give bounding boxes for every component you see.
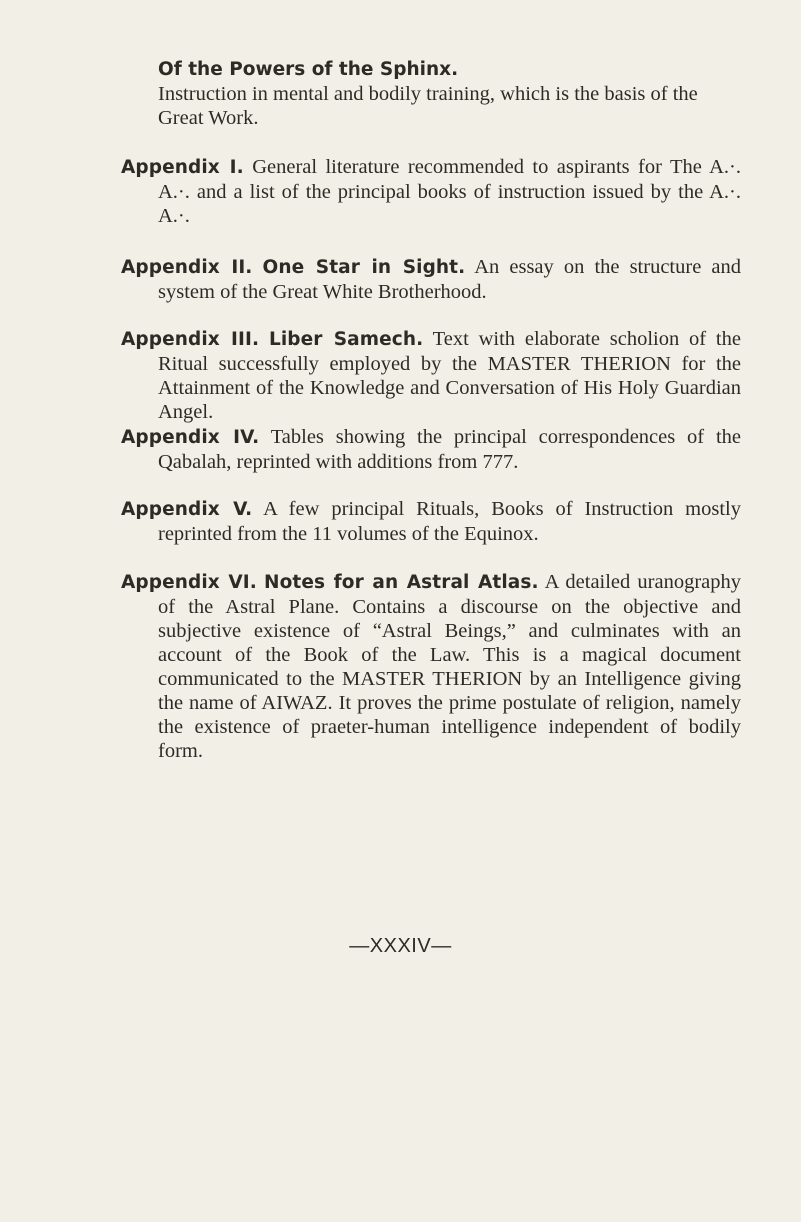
appendix-entry-6 — [121, 570, 741, 763]
appendix-entry-4 — [121, 425, 741, 474]
appendix-entry-5 — [121, 497, 741, 546]
intro-text: Instruction in mental and bodily training, which is the basis of the Great Work. — [158, 83, 698, 129]
page-number: —XXXIV— — [349, 935, 452, 957]
appendix-entry-3 — [121, 327, 741, 424]
appendix-label: Appendix III. — [121, 329, 260, 350]
appendix-text: General literature recommended to aspirants for The A.·. A.·. and a list of the principal books of instruction issued by the A.·. A.·. — [158, 156, 741, 227]
appendix-text: A few principal Rituals, Books of Instruction mostly reprinted from the 11 volumes of the Equinox. — [158, 498, 742, 545]
appendix-text: A detailed uranography of the Astral Plane. Contains a discourse on the objective and subjective existence of “Astral Beings,” and culminates with an account of the Book of the Law. This is a magical document communicated to the MASTER THERION by an Intelligence giving the name of AIWAZ. It proves the prime postulate of religion, namely the existence of praeter-human intelligence independent of bodily form. — [158, 571, 741, 762]
intro-section — [158, 58, 740, 130]
appendix-entry-2 — [121, 255, 741, 304]
appendix-label: Appendix V. — [121, 499, 253, 520]
appendix-label: Appendix I. — [121, 157, 244, 178]
appendix-label: Appendix VI. — [121, 572, 257, 593]
appendix-title: Notes for an Astral Atlas. — [264, 572, 539, 593]
appendix-text: Tables showing the principal correspondences of the Qabalah, reprinted with additions from 777. — [158, 426, 741, 473]
appendix-label: Appendix II. — [121, 257, 253, 278]
appendix-text: Text with elaborate scholion of the Ritual successfully employed by the MASTER THERION for the Attainment of the Knowledge and Conversation of His Holy Guardian Angel. — [158, 328, 741, 423]
appendix-label: Appendix IV. — [121, 427, 260, 448]
appendix-text: An essay on the structure and system of the Great White Brotherhood. — [158, 256, 741, 303]
appendix-entry-1 — [121, 155, 741, 228]
appendix-title: One Star in Sight. — [262, 257, 466, 278]
appendix-title: Liber Samech. — [268, 329, 424, 350]
intro-heading: Of the Powers of the Sphinx. — [158, 59, 459, 80]
